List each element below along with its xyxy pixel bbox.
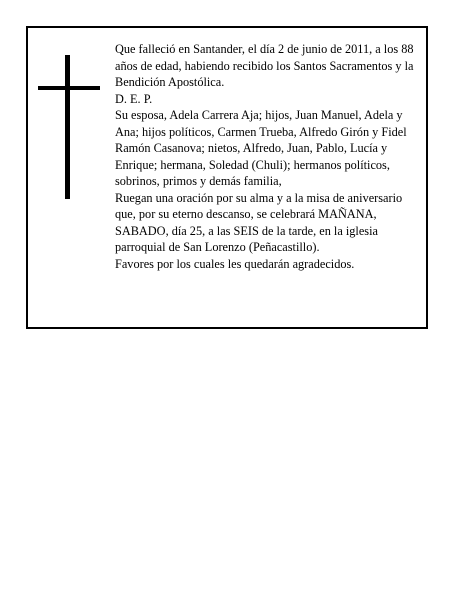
cross-vertical-bar — [65, 55, 70, 199]
family-list: Su esposa, Adela Carrera Aja; hijos, Juan Manuel, Adela y Ana; hijos políticos, Carmen Trueba, Alfredo Girón y Fidel Ramón Casanova; nietos, Alfredo, Juan, Pablo, Lucía y Enrique; hermana, Soledad (Chuli); hermanos políticos, sobrinos, primos y demás familia, — [115, 108, 407, 188]
cross-horizontal-bar — [38, 86, 100, 90]
thanks-line: Favores por los cuales les quedarán agradecidos. — [115, 256, 355, 271]
latin-cross-icon — [38, 55, 100, 199]
rip-line: D. E. P. — [115, 91, 153, 106]
mass-request: Ruegan una oración por su alma y a la misa de aniversario que, por su eterno descanso, se celebrará MAÑANA, SABADO, día 25, a las SEIS de la tarde, en la iglesia parroquial de San Lorenzo (Peñacastillo). — [115, 190, 403, 254]
death-announcement: Que falleció en Santander, el día 2 de junio de 2011, a los 88 años de edad, habiendo recibido los Santos Sacramentos y la Bendición Apostólica. — [115, 42, 414, 89]
obituary-notice — [26, 26, 428, 329]
obituary-text — [115, 41, 420, 272]
